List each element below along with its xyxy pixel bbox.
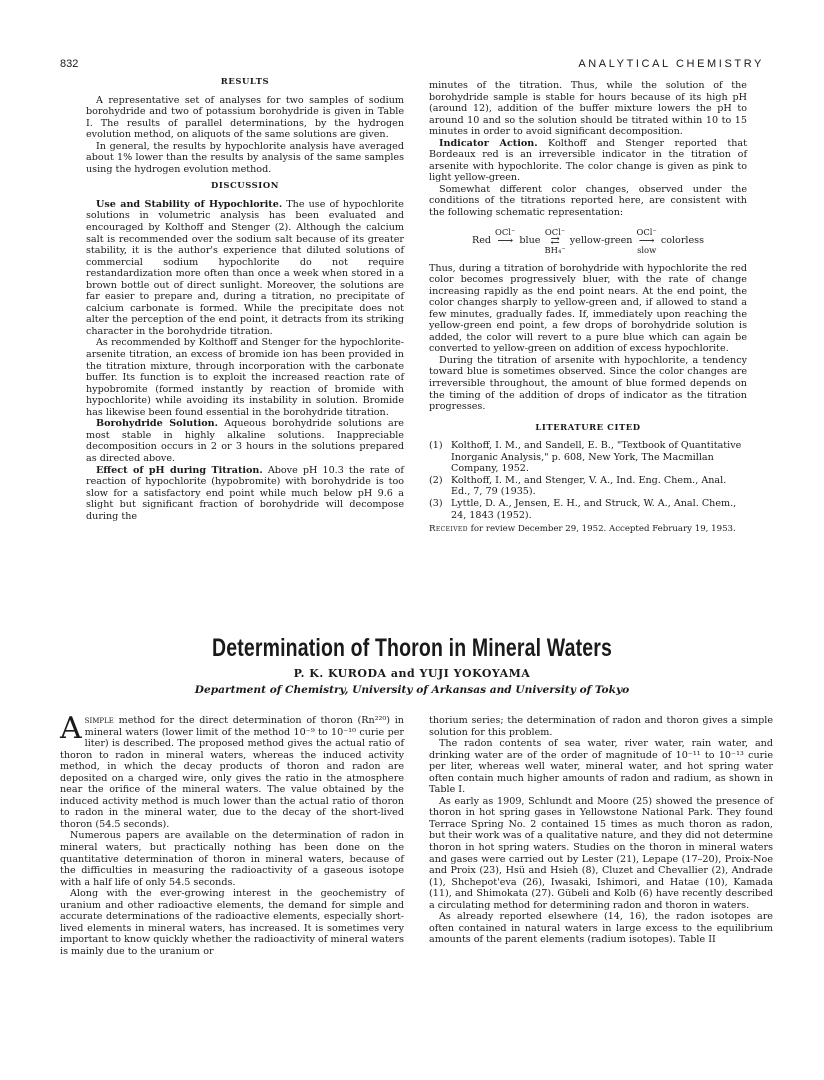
running-header (60, 58, 764, 74)
indicator-paragraph (429, 138, 747, 184)
article-paragraph: thorium series; the determination of radon and thoron gives a simple solution for this problem. (429, 715, 773, 738)
use-paragraph (86, 199, 404, 338)
ph-text: Above pH 10.3 the rate of reaction of hypochlorite (hypobromite) with borohydride is too slow for a satisfactory end point while much below pH 9.6 a slight but significant fraction of borohydride will decompose during the (86, 464, 404, 522)
somewhat-paragraph: Somewhat different color changes, observed under the conditions of the titrations reported here, are consistent with the following schematic representation: (429, 183, 747, 219)
prev-article-left-column (86, 76, 404, 522)
drop-cap: A (60, 711, 82, 746)
bromide-paragraph: As recommended by Kolthoff and Stenger for the hypochlorite-arsenite titration, an excess of bromide ion has been provided in the titration mixture, through incorporation with the carbonate buffer. Its function is to exploit the increased reaction rate of hypobromite (formed instantly by reaction of bromide with hypochlorite) while avoiding its instability in solution. Bromide has likewise been found essential in the borohydride titration. (86, 337, 404, 418)
article-left-column (60, 711, 404, 957)
borohydride-text: Aqueous borohydride solutions are most stable in highly alkaline solutions. Inappreciable decomposition occurs in 2 or 3 hours in the solutions prepared as directed above. (86, 418, 404, 464)
ph-runin: Effect of pH during Titration. (96, 464, 263, 476)
article-paragraph: As early as 1909, Schlundt and Moore (25) showed the presence of thoron in hot spring gases in Yellowstone National Park. They found Terrace Spring No. 2 contained 15 times as much thoron as radon, but their work was of a qualitative nature, and they did not determine thoron in hot spring waters. Studies on the thoron in mineral waters and gases were carried out by Lester (21), Lepape (17–20), Proix-Noe and Proix (23), Hsü and Hsieh (8), Cluzet and Chevallier (2), Andrade (1), Shchepot'eva (26), Iwasaki, Ishimori, and Hatae (10), Kamada (11), and Shimokata (27). Gübeli and Kolb (6) have recently described a circulating method for determining radon and thoron in waters. (429, 795, 773, 911)
article-paragraph: Numerous papers are available on the determination of radon in mineral waters, but practically nothing has been done on the quantitative determination of thoron in mineral waters, because of the difficulties in measuring the radioactivity of a gaseous isotope with a half life of only 54.5 seconds. (60, 830, 404, 888)
results-paragraph-1: A representative set of analyses for two samples of sodium borohydride and two of potassium borohydride is given in Table I. The results of parallel determinations, by the hydrogen evolution method, on aliquots of the same solutions are given. (86, 94, 404, 141)
lead-smallcaps: simple (84, 715, 114, 726)
results-heading: RESULTS (220, 76, 270, 86)
scheme-arrow-2 (544, 227, 565, 255)
arrow-1-label: OCl⁻ (495, 226, 516, 237)
indicator-text: Kolthoff and Stenger reported that Bordeaux red is an irreversible indicator in the titration of arsenite with hypochlorite. The color change is given as pink to light yellow-green. (429, 137, 747, 184)
right-arrow-icon: ⟶ (497, 233, 514, 247)
arrow-2-top-label: OCl⁻ (544, 226, 566, 237)
use-runin: Use and Stability of Hypochlorite. (96, 198, 283, 210)
reference-list (429, 440, 747, 521)
use-text: The use of hypochlorite solutions in volumetric analysis has been evaluated and encouraged by Kolthoff and Stenger (2). Although the calcium salt is recommended over the sodium salt because of its greater stability, it is the author's experience that diluted solutions of commercial sodium hypochlorite do not require restandardization more often than once a week when stored in a brown bottle out of direct sunlight. Moreover, the solutions are far easier to prepare and, during a titration, no precipitate of calcium carbonate is formed. While the precipitate does not alter the perception of the end point, it detracts from its striking character in the borohydride titration. (86, 198, 404, 337)
reference-item: (3) Lyttle, D. A., Jensen, E. H., and Struck, W. A., Anal. Chem., 24, 1843 (1952). (429, 497, 737, 521)
article-title: Determination of Thoron in Mineral Waters (211, 634, 613, 662)
article-paragraph: The radon contents of sea water, river water, rain water, and drinking water are of the order of magnitude of 10⁻¹¹ to 10⁻¹³ curie per liter, whereas well water, mineral water, and hot spring water often contain much higher amounts of radon and radium, as shown in Table I. (429, 738, 773, 796)
journal-name: ANALYTICAL CHEMISTRY (578, 58, 764, 70)
received-text: for review December 29, 1952. Accepted February 19, 1953. (470, 524, 736, 535)
article-paragraph: As already reported elsewhere (14, 16), the radon isotopes are often contained in natural waters in large excess to the equilibrium amounts of the parent elements (radium isotopes). Table II (429, 911, 773, 946)
arrow-2-bottom-label: BH₄⁻ (544, 244, 566, 255)
scheme-arrow-3 (636, 227, 656, 255)
literature-heading: LITERATURE CITED (535, 421, 641, 432)
scheme-yellow-green: yellow-green (569, 234, 633, 246)
right-arrow-icon: ⟶ (638, 233, 655, 247)
article-right-column (429, 715, 773, 946)
prev-article-right-column (429, 80, 747, 536)
arrow-3-bottom-label: slow (637, 244, 657, 255)
borohydride-runin: Borohydride Solution. (96, 418, 218, 430)
titration-paragraph: minutes of the titration. Thus, while the solution of the borohydride sample is stable for hours because of its high pH (around 12), addition of the buffer mixture lowers the pH to around 10 and so the solution should be titrated within 10 to 15 minutes in order to avoid significant decomposition. (429, 80, 747, 138)
ph-paragraph (86, 465, 404, 523)
scheme-colorless: colorless (660, 234, 705, 246)
thus-paragraph: Thus, during a titration of borohydride with hypochlorite the red color becomes progressively bluer, with the rate of change increasing rapidly as the end point nears. At the end point, the color changes sharply to yellow-green and, if allowed to stand a few minutes, gradually fades. If, immediately upon reaching the yellow-green end point, a few drops of borohydride solution is added, the color will revert to a pure blue which can again be converted to yellow-green on addition of excess hypochlorite. (429, 262, 747, 355)
article-paragraph: Along with the ever-growing interest in the geochemistry of uranium and other radioactive elements, the demand for simple and accurate determinations of the radioactive elements, especially short-lived elements in mineral waters, has increased. It is sometimes very important to know quickly whether the radioactivity of mineral waters is mainly due to the uranium or (60, 888, 404, 957)
borohydride-paragraph (86, 418, 404, 464)
article-affiliation: Department of Chemistry, University of Arkansas and University of Tokyo (194, 684, 630, 696)
received-label: Received (429, 524, 468, 535)
reference-item: (2) Kolthoff, I. M., and Stenger, V. A., Ind. Eng. Chem., Anal. Ed., 7, 79 (1935). (429, 474, 727, 498)
received-line (429, 524, 747, 536)
article-authors: P. K. KURODA and YUJI YOKOYAMA (293, 667, 531, 680)
indicator-runin: Indicator Action. (439, 137, 538, 149)
lead-text: method for the direct determination of thoron (Rn²²⁰) in mineral waters (lower limit of the method 10⁻⁹ to 10⁻¹⁰ curie per liter) is described. The proposed method gives the actual ratio of thoron to radon in mineral waters, whereas the induced activity method, in which the decay products of thoron and radon are deposited on a charged wire, only gives the ratio in the atmosphere near the orifice of the mineral waters. The value obtained by the induced activity method is much lower than the actual ratio of thoron to radon in the mineral water, due to the decay of the short-lived thoron (54.5 seconds). (60, 715, 404, 830)
results-paragraph-2: In general, the results by hypochlorite analysis have averaged about 1% lower than the results by analysis of the same samples using the hydrogen evolution method. (86, 140, 404, 175)
scheme-red: Red (471, 234, 492, 246)
article-lead-paragraph (60, 711, 404, 830)
reference-item: (1) Kolthoff, I. M., and Sandell, E. B., "Textbook of Quantitative Inorganic Analysis," p. 608, New York, The Macmillan Company, 1952. (429, 440, 742, 475)
color-change-scheme (429, 223, 747, 259)
during-paragraph: During the titration of arsenite with hypochlorite, a tendency toward blue is sometimes observed. Since the color changes are irreversible throughout, the amount of blue formed depends on the timing of the addition of drops of indicator as the titration progresses. (429, 354, 747, 413)
arrow-3-top-label: OCl⁻ (636, 226, 657, 237)
scheme-blue: blue (519, 234, 541, 246)
equilibrium-arrow-icon: ⇄ (550, 233, 560, 247)
discussion-heading: DISCUSSION (211, 180, 279, 191)
page-number: 832 (60, 58, 79, 70)
scheme-arrow-1 (495, 227, 515, 255)
